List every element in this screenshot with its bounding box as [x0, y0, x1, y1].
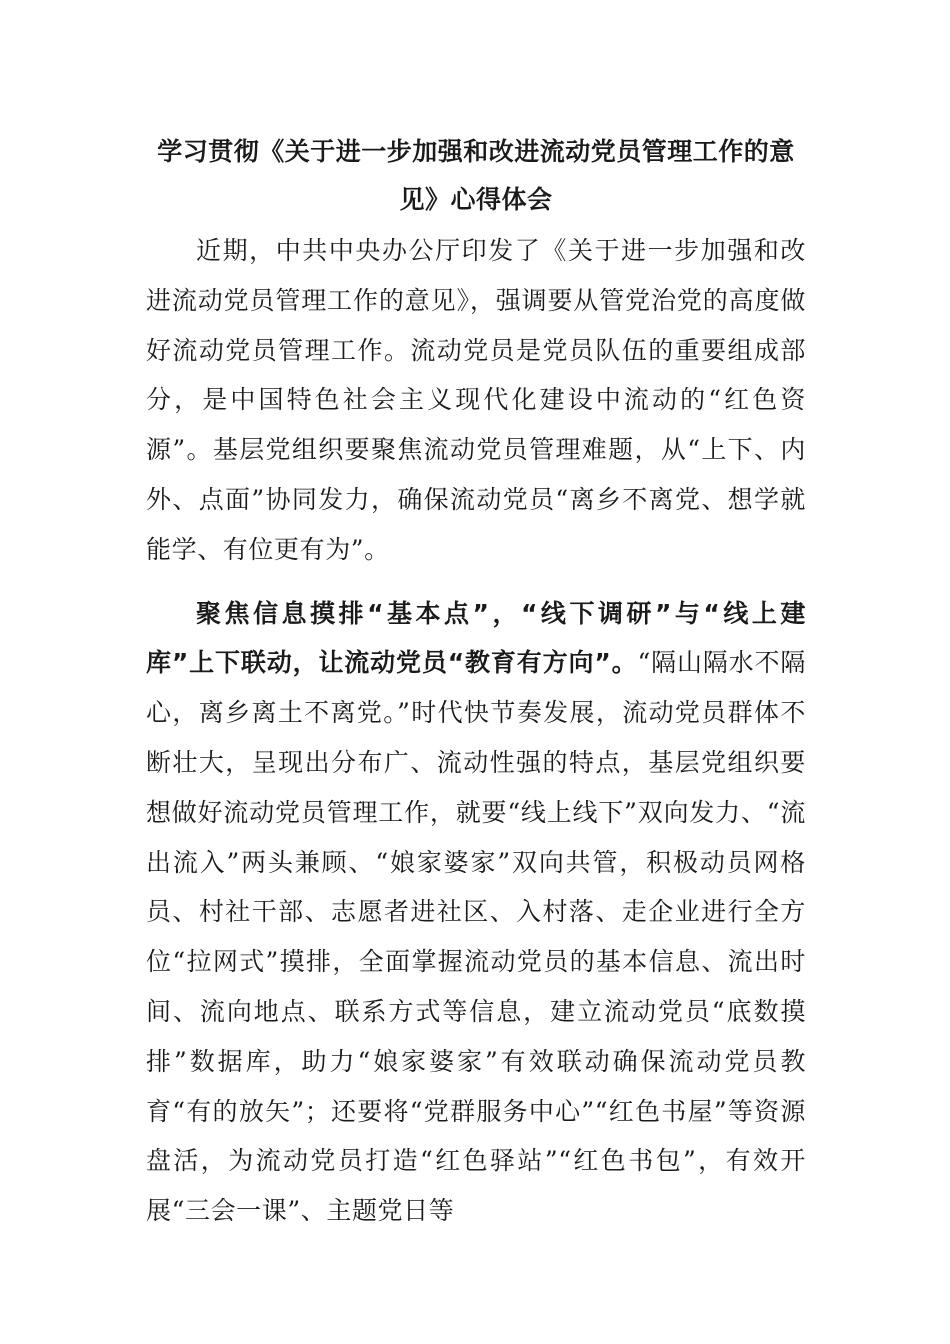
section-body: “隔山隔水不隔心，离乡离土不离党。”时代快节奏发展，流动党员群体不断壮大，呈现出分布广、流动性强的特点，基层党组织要想做好流动党员管理工作，就要“线上线下”双向发力、“流出流入”两头兼顾、“娘家婆家”双向共管，积极动员网格员、村社干部、志愿者进社区、入村落、走企业进行全方位“拉网式”摸排，全面掌握流动党员的基本信息、流出时间、流向地点、联系方式等信息，建立流动党员“底数摸排”数据库，助力“娘家婆家”有效联动确保流动党员教育“有的放矢”；还要将“党群服务中心”“红色书屋”等资源盘活，为流动党员打造“红色驿站”“红色书包”，有效开展“三会一课”、主题党日等 — [146, 648, 807, 1226]
section-heading: 聚焦信息摸排“基本点”，“线下调研”与“线上建库”上下联动，让流动党员“教育有方向”。 — [146, 598, 806, 678]
document-title: 学习贯彻《关于进一步加强和改进流动党员管理工作的意见》心得体会 — [157, 137, 795, 214]
document-page — [146, 128, 806, 1236]
paragraph-section-one — [146, 589, 806, 1236]
paragraph-intro: 近期，中共中央办公厅印发了《关于进一步加强和改进流动党员管理工作的意见》，强调要从管党治党的高度做好流动党员管理工作。流动党员是党员队伍的重要组成部分，是中国特色社会主义现代化建设中流动的“红色资源”。基层党组织要聚焦流动党员管理难题，从“上下、内外、点面”协同发力，确保流动党员“离乡不离党、想学就能学、有位更有为”。 — [146, 236, 806, 564]
